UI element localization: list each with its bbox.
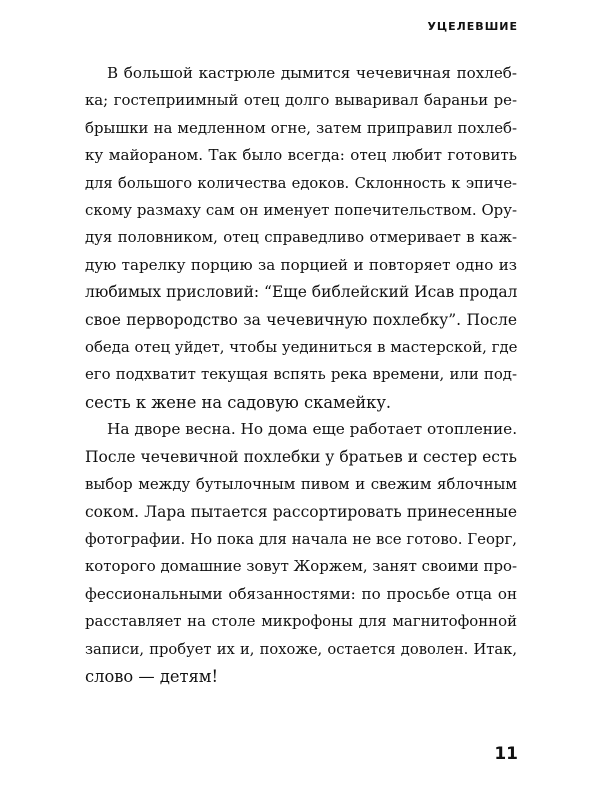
text-line: скому размаху сам он именует попечительством. Ору- (85, 201, 517, 220)
text-line: дуя половником, отец справедливо отмеривает в каж- (85, 228, 517, 247)
text-line: сесть к жене на садовую скамейку. (85, 392, 392, 412)
text-line: На дворе весна. Но дома еще работает отопление. (107, 420, 518, 439)
text-line: После чечевичной похлебки у братьев и сестер есть (85, 447, 517, 466)
text-line: которого домашние зовут Жоржем, занят своими про- (85, 557, 517, 576)
running-head: УЦЕЛЕВШИЕ (427, 20, 518, 33)
text-line: слово — детям! (85, 666, 219, 686)
body-text (85, 60, 517, 690)
page-number: 11 (494, 744, 518, 764)
text-line: расставляет на столе микрофоны для магнитофонной (85, 612, 517, 631)
text-line: обеда отец уйдет, чтобы уединиться в мастерской, где (85, 338, 518, 357)
text-line: ку майораном. Так было всегда: отец любит готовить (85, 146, 517, 165)
text-line: его подхватит текущая вспять река времени, или под- (85, 365, 517, 384)
paragraph-2 (85, 416, 517, 690)
text-line: выбор между бутылочным пивом и свежим яблочным (85, 475, 517, 494)
text-line: для большого количества едоков. Склонность к эпиче- (85, 174, 517, 192)
text-line: ка; гостеприимный отец долго вываривал бараньи ре- (85, 91, 517, 110)
text-line: записи, пробует их и, похоже, остается доволен. Итак, (85, 640, 517, 658)
text-line: любимых присловий: “Еще библейский Исав продал (85, 283, 518, 302)
text-line: дую тарелку порцию за порцией и повторяет одно из (85, 255, 517, 274)
text-line: фессиональными обязанностями: по просьбе отца он (85, 584, 517, 603)
text-line: фотографии. Но пока для начала не все готово. Георг, (85, 529, 517, 548)
text-line: соком. Лара пытается рассортировать принесенные (85, 502, 517, 521)
text-line: В большой кастрюле дымится чечевичная похлеб- (107, 64, 517, 82)
paragraph-1 (85, 60, 517, 416)
text-line: свое первородство за чечевичную похлебку”. После (85, 310, 517, 329)
text-line: брышки на медленном огне, затем приправил похлеб- (85, 118, 517, 137)
